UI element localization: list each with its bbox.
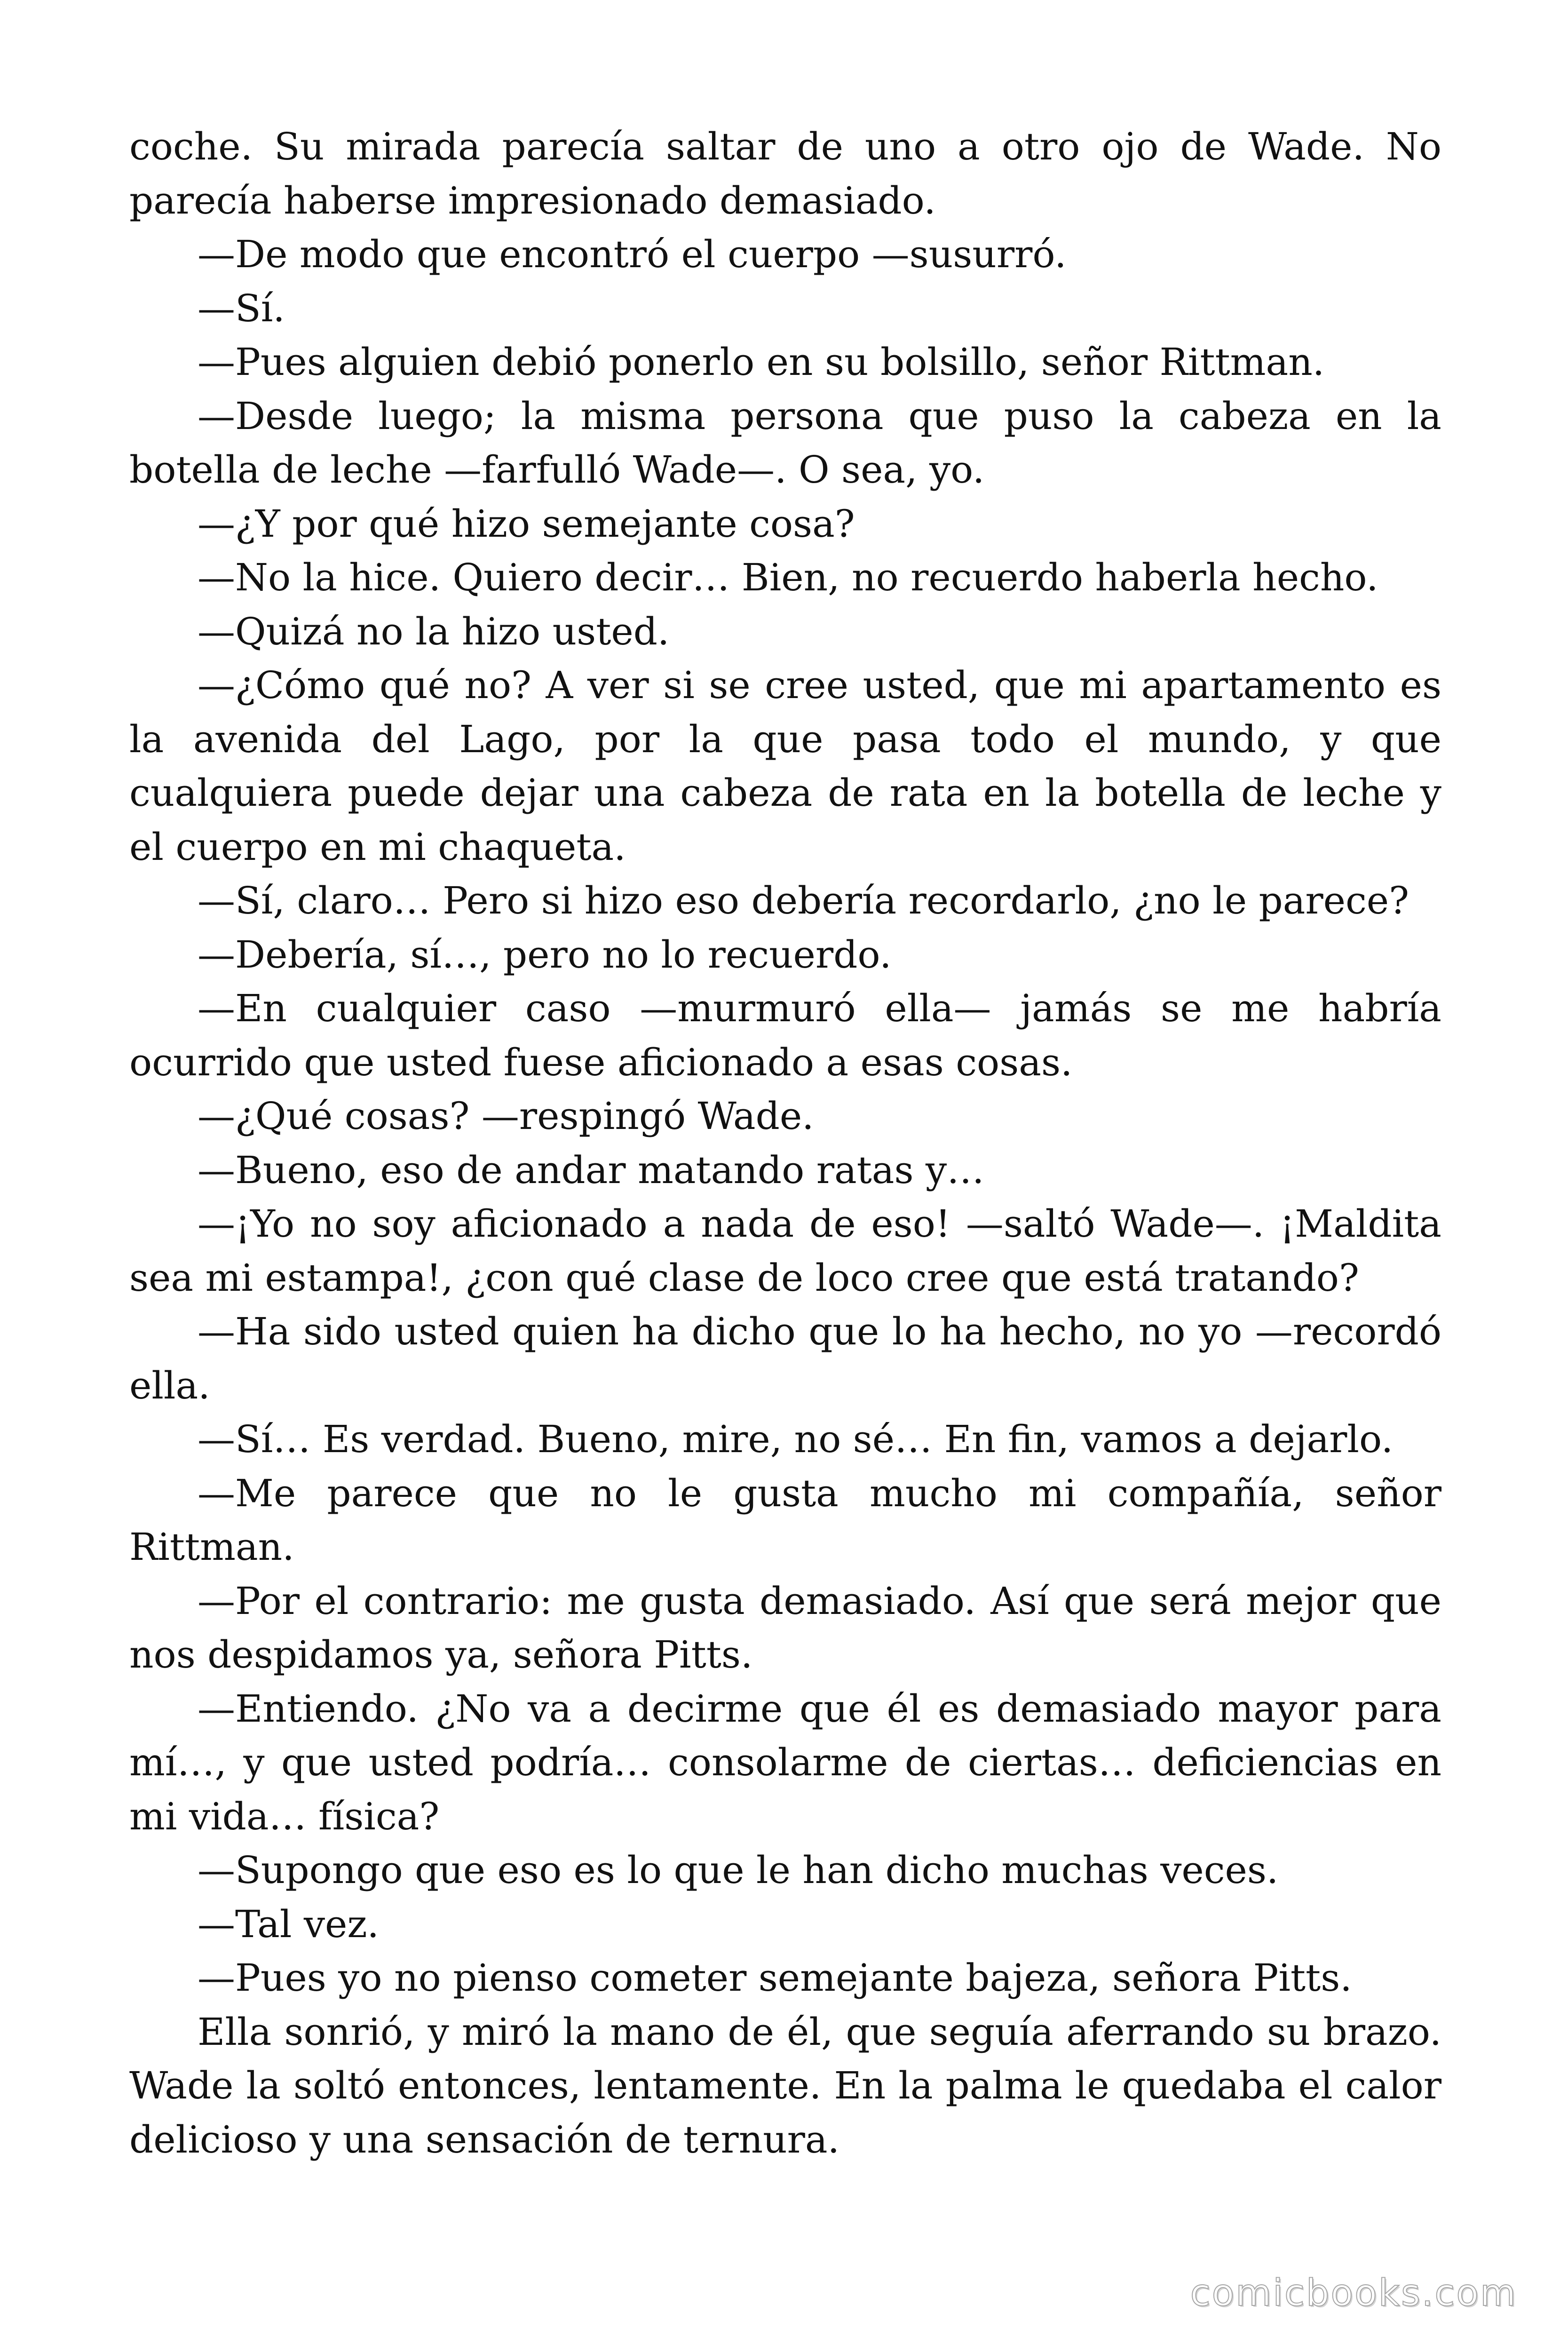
- paragraph: Ella sonrió, y miró la mano de él, que seguía aferrando su brazo. Wade la soltó entonces, lentamente. En la palma le quedaba el calor delicioso y una sensación de ternura.: [129, 2010, 1441, 2161]
- paragraph: —No la hice. Quiero decir… Bien, no recuerdo haberla hecho.: [198, 556, 1378, 599]
- paragraph: —Bueno, eso de andar matando ratas y…: [198, 1148, 985, 1192]
- paragraph: coche. Su mirada parecía saltar de uno a otro ojo de Wade. No parecía haberse impresionado demasiado.: [129, 125, 1441, 222]
- page-body-text: [129, 120, 1441, 2167]
- paragraph: —¡Yo no soy aficionado a nada de eso! —saltó Wade—. ¡Maldita sea mi estampa!, ¿con qué clase de loco cree que está tratando?: [129, 1202, 1441, 1300]
- watermark: comicbooks.com: [1190, 2272, 1517, 2314]
- paragraph: —Sí.: [198, 286, 285, 330]
- paragraph: —Sí, claro… Pero si hizo eso debería recordarlo, ¿no le parece?: [198, 879, 1410, 922]
- paragraph: —Pues alguien debió ponerlo en su bolsillo, señor Rittman.: [198, 340, 1325, 384]
- paragraph: —Por el contrario: me gusta demasiado. Así que será mejor que nos despidamos ya, señora Pitts.: [129, 1579, 1441, 1677]
- paragraph: —De modo que encontró el cuerpo —susurró.: [198, 232, 1067, 276]
- paragraph: —Quizá no la hizo usted.: [198, 609, 670, 653]
- paragraph: —Entiendo. ¿No va a decirme que él es demasiado mayor para mí…, y que usted podría… consolarme de ciertas… deficiencias en mi vida… física?: [129, 1686, 1441, 1838]
- paragraph: —Debería, sí…, pero no lo recuerdo.: [198, 932, 892, 977]
- paragraph: —En cualquier caso —murmuró ella— jamás se me habría ocurrido que usted fuese aficionado a esas cosas.: [129, 986, 1441, 1084]
- paragraph: —¿Qué cosas? —respingó Wade.: [198, 1094, 814, 1138]
- paragraph: —Me parece que no le gusta mucho mi compañía, señor Rittman.: [129, 1471, 1441, 1569]
- paragraph: —Pues yo no pienso cometer semejante bajeza, señora Pitts.: [198, 1956, 1352, 2000]
- paragraph: —¿Y por qué hizo semejante cosa?: [198, 501, 855, 546]
- paragraph: —Tal vez.: [198, 1902, 379, 1946]
- paragraph: —¿Cómo qué no? A ver si se cree usted, que mi apartamento es la avenida del Lago, por la que pasa todo el mundo, y que cualquiera puede dejar una cabeza de rata en la botella de leche y el cuerpo en mi chaqueta.: [129, 663, 1441, 869]
- paragraph: —Supongo que eso es lo que le han dicho muchas veces.: [198, 1848, 1279, 1892]
- paragraph: —Sí… Es verdad. Bueno, mire, no sé… En fin, vamos a dejarlo.: [198, 1417, 1394, 1461]
- paragraph: —Desde luego; la misma persona que puso la cabeza en la botella de leche —farfulló Wade—. O sea, yo.: [129, 394, 1441, 492]
- paragraph: —Ha sido usted quien ha dicho que lo ha hecho, no yo —recordó ella.: [129, 1310, 1441, 1407]
